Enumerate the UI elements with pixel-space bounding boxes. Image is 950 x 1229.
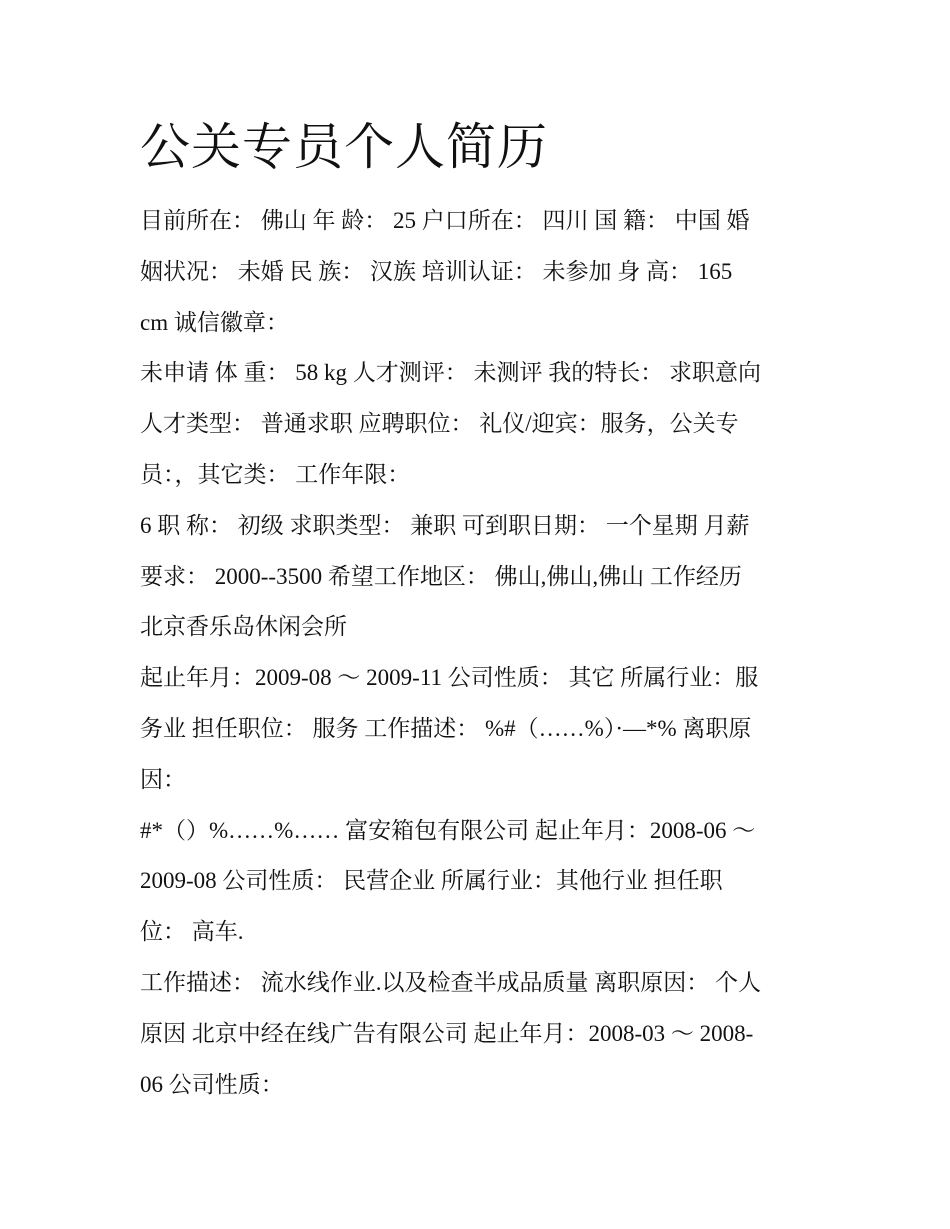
text-line: cm 诚信徽章： (140, 309, 289, 335)
text-line: #*（）%……%…… 富安箱包有限公司 起止年月：2008-06 ～ (140, 817, 756, 843)
text-line: 6 职 称： 初级 求职类型： 兼职 可到职日期： 一个星期 月薪 (140, 512, 750, 538)
text-line: 2009-08 公司性质： 民营企业 所属行业：其他行业 担任职 (140, 868, 723, 894)
page-title: 公关专员个人简历 (140, 119, 548, 175)
text-line: 姻状况： 未婚 民 族： 汉族 培训认证： 未参加 身 高： 165 (140, 258, 733, 284)
text-line: 目前所在： 佛山 年 龄： 25 户口所在： 四川 国 籍： 中国 婚 (140, 208, 750, 233)
text-line: 员：，其它类： 工作年限： (140, 461, 411, 487)
text-line: 因： (140, 766, 186, 792)
text-line: 务业 担任职位： 服务 工作描述： %#（……%）·—*% 离职原 (140, 715, 752, 741)
text-line: 人才类型： 普通求职 应聘职位： 礼仪/迎宾：服务，公关专 (140, 411, 739, 437)
text-line: 06 公司性质： (140, 1071, 284, 1097)
text-line: 要求： 2000--3500 希望工作地区： 佛山,佛山,佛山 工作经历 (140, 563, 742, 589)
text-line: 起止年月：2009-08 ～ 2009-11 公司性质： 其它 所属行业：服 (140, 665, 759, 691)
text-line: 北京香乐岛休闲会所 (140, 614, 347, 640)
text-line: 原因 北京中经在线广告有限公司 起止年月：2008-03 ～ 2008- (140, 1020, 754, 1046)
resume-body (140, 196, 840, 1110)
text-line: 位： 高车. (140, 919, 244, 945)
text-line: 工作描述： 流水线作业.以及检查半成品质量 离职原因： 个人 (140, 969, 761, 995)
text-line: 未申请 体 重： 58 kg 人才测评： 未测评 我的特长： 求职意向 (140, 360, 761, 386)
